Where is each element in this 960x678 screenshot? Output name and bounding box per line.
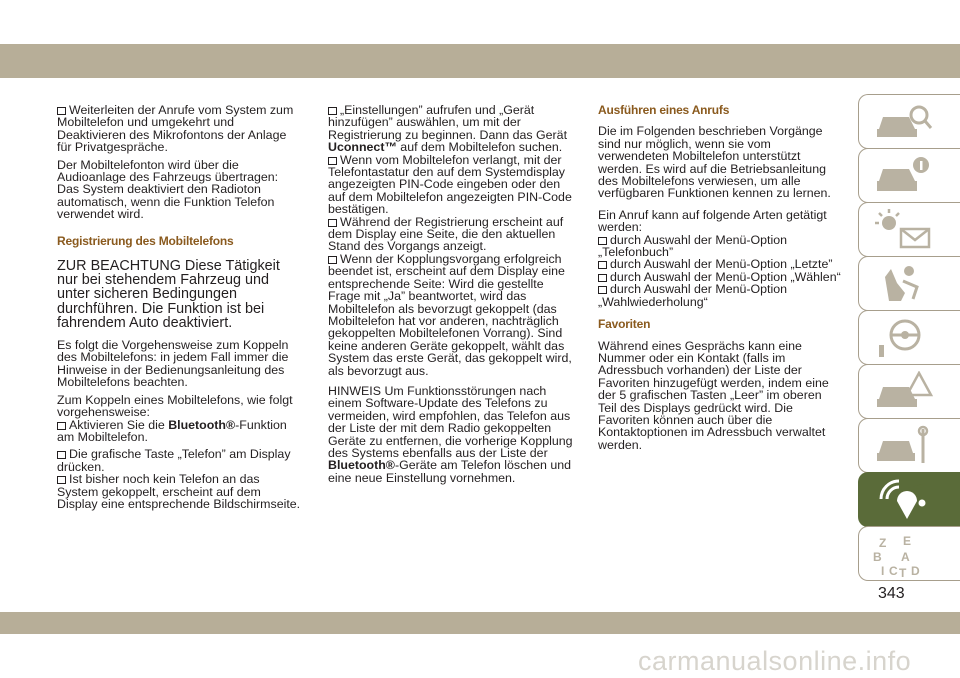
alphabet-index-icon — [873, 533, 935, 579]
seat-airbag-icon — [873, 263, 935, 305]
bullet-item: Aktivieren Sie die Bluetooth®-Funktion am Mobiltelefon. — [57, 417, 287, 444]
paragraph: Der Mobiltelefonton wird über die Audioanlage des Fahrzeugs übertragen: Das System deaktiviert den Radioton automatisch, wenn die Funktion Telefon verwendet wird. — [57, 157, 279, 222]
column-1 — [57, 104, 302, 515]
paragraph: Während eines Gesprächs kann eine Nummer oder ein Kontakt (falls im Adressbuch vorhanden) der Liste der Favoriten hinzugefügt werden, indem eine der 5 grafischen Tasten „Leer” im oberen Teil des Displays gedrückt wird. Die Favoriten können auch über die Kontaktoptionen im Adressbuch verwaltet werden. — [598, 338, 829, 452]
car-search-icon — [873, 101, 935, 143]
tab-servicing[interactable] — [858, 418, 960, 473]
index-letter: A — [901, 550, 910, 564]
tab-car-info[interactable] — [858, 148, 960, 203]
bullet-item: Die grafische Taste „Telefon” am Display drücken. — [57, 447, 291, 474]
tab-warning-lights[interactable] — [858, 202, 960, 257]
car-warning-triangle-icon — [873, 371, 935, 413]
paragraph: Zum Koppeln eines Mobiltelefons, wie folgt vorgehensweise: — [57, 392, 293, 420]
tab-emergency[interactable] — [858, 364, 960, 419]
column-3 — [598, 104, 843, 456]
index-letter: I — [881, 564, 885, 578]
tab-safety[interactable] — [858, 256, 960, 311]
index-letter: C — [889, 564, 898, 578]
bullet-box-icon — [598, 237, 607, 245]
caution-note: ZUR BEACHTUNG Diese Tätigkeit nur bei stehendem Fahrzeug und unter sicheren Bedingungen durchführen. Die Funktion ist bei fahrendem Auto deaktiviert. — [57, 258, 280, 331]
bullet-item: Ist bisher noch kein Telefon an das System gekoppelt, erscheint auf dem Display eine entsprechende Bildschirmseite. — [57, 472, 301, 511]
bullet-item: Wenn vom Mobiltelefon verlangt, mit der Telefontastatur den auf dem Systemdisplay angezeigten PIN-Code eingeben oder den auf dem Mobiltelefon angezeigten PIN-Code bestätigen. — [328, 152, 572, 217]
steering-wheel-key-icon — [873, 317, 935, 359]
tab-multimedia[interactable] — [858, 472, 960, 527]
bullet-item: durch Auswahl der Menü-Option „Letzte” — [598, 258, 843, 270]
bullet-item: Wenn der Kopplungsvorgang erfolgreich beendet ist, erscheint auf dem Display eine entsprechende Seite: Wird die gestellte Frage mit „Ja” beantwortet, wird das Mobiltelefon als bevorzugt gekoppelt (das Mobiltelefon hat vor anderen, nachträglich gekoppelten Mobiltelefonen Vorrang). Sind keine anderen Geräte gekoppelt, wählt das System das erste Gerät, das gekoppelt wird, als bevorzugt aus. — [328, 251, 572, 378]
bullet-item: durch Auswahl der Menü-Option „Wahlwiederholung“ — [598, 282, 788, 309]
car-info-icon — [873, 155, 935, 197]
bullet-item: „Einstellungen” aufrufen und „Gerät hinzufügen” auswählen, um mit der Registrierung zu beginnen. Dann das Gerät Uconnect™ auf dem Mobiltelefon suchen. — [328, 103, 568, 155]
bullet-item: Während der Registrierung erscheint auf dem Display eine Seite, die den aktuellen Stand des Vorgangs anzeigt. — [328, 214, 564, 254]
index-letter: E — [903, 534, 912, 548]
bullet-item: durch Auswahl der Menü-Option „Wählen“ — [598, 271, 843, 283]
info-note: HINWEIS Um Funktionsstörungen nach einem Software-Update des Telefons zu vermeiden, wird empfohlen, das Telefon aus der Liste der mit dem Radio gekoppelten Geräte zu entfernen, die vorherige Kopplung des Systems ebenfalls aus der Liste der Bluetooth®-Geräte am Telefon löschen und eine neue Einstellung vornehmen. — [328, 383, 573, 485]
bullet-item: Weiterleiten der Anrufe vom System zum Mobiltelefon und umgekehrt und Deaktivieren des Mikrofontons der Anlage für Privatgespräche. — [57, 103, 294, 155]
bullet-box-icon — [598, 261, 607, 269]
tab-index[interactable] — [858, 526, 960, 581]
page-number: 343 — [878, 585, 905, 602]
footer-band — [0, 612, 960, 634]
tab-car-search[interactable] — [858, 94, 960, 149]
warning-light-mail-icon — [873, 209, 935, 251]
section-heading: Registrierung des Mobiltelefons — [57, 233, 234, 248]
paragraph: Die im Folgenden beschrieben Vorgänge sind nur möglich, wenn sie vom verwendeten Mobiltelefon unterstützt werden. Es wird auf die Betriebsanleitung des Mobiltelefons verwiesen, um alle verfügbaren Funktionen kennen zu lernen. — [598, 124, 831, 201]
multimedia-music-nav-icon — [873, 479, 935, 521]
header-band — [0, 44, 960, 78]
paragraph: Ein Anruf kann auf folgende Arten getätigt werden: — [598, 207, 827, 235]
bullet-box-icon — [57, 422, 66, 430]
index-letter: Z — [879, 536, 887, 550]
bullet-box-icon — [328, 157, 337, 165]
watermark: carmanualsonline.info — [638, 646, 912, 676]
bullet-box-icon — [598, 274, 607, 282]
bullet-box-icon — [57, 107, 66, 115]
section-heading: Ausführen eines Anrufs — [598, 103, 730, 117]
car-tools-icon — [873, 425, 935, 467]
bullet-box-icon — [57, 451, 66, 459]
index-letter: B — [873, 550, 882, 564]
column-2 — [328, 104, 573, 489]
bullet-box-icon — [328, 107, 337, 115]
index-letter: T — [899, 566, 907, 579]
tab-starting[interactable] — [858, 310, 960, 365]
paragraph: Es folgt die Vorgehensweise zum Koppeln des Mobiltelefons: in jedem Fall immer die Hinweise in der Bedienungsanleitung des Mobiltelefons beachten. — [57, 338, 289, 390]
section-heading: Favoriten — [598, 317, 651, 332]
bullet-box-icon — [328, 256, 337, 264]
bullet-box-icon — [328, 219, 337, 227]
chapter-tabs — [858, 94, 960, 578]
bullet-box-icon — [57, 476, 66, 484]
bullet-item: durch Auswahl der Menü-Option „Telefonbuch” — [598, 232, 788, 260]
bullet-box-icon — [598, 286, 607, 294]
index-letter: D — [911, 564, 920, 578]
